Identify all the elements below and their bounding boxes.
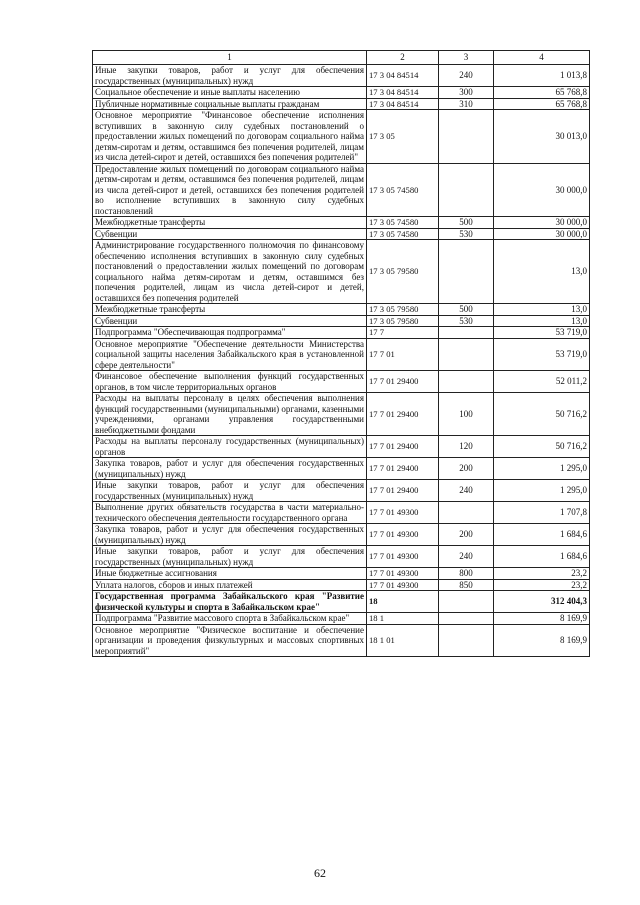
- row-name-cell: Расходы на выплаты персоналу государственных (муниципальных) органов: [93, 436, 367, 458]
- table-row: [93, 304, 590, 316]
- row-expense-type-cell: 240: [439, 480, 494, 502]
- table-row: [93, 98, 590, 110]
- row-amount-cell: 1 295,0: [494, 458, 590, 480]
- row-name-cell: Закупка товаров, работ и услуг для обеспечения государственных (муниципальных) нужд: [93, 524, 367, 546]
- row-expense-type-cell: [439, 163, 494, 217]
- row-name-cell: Предоставление жилых помещений по договорам социального найма детям-сиротам и детям, оставшимся без попечения родителей, лицам из числа детей-сирот и детей, оставшихся без попечения родителей во исполнение вступивших в законную силу судебных постановлений: [93, 163, 367, 217]
- table-row: [93, 371, 590, 393]
- row-amount-cell: 312 404,3: [494, 591, 590, 613]
- row-expense-type-cell: [439, 502, 494, 524]
- table-row: [93, 65, 590, 87]
- table-row: [93, 546, 590, 568]
- table-row: [93, 240, 590, 304]
- row-amount-cell: 30 000,0: [494, 163, 590, 217]
- row-code-cell: 17 3 05 79580: [367, 304, 439, 316]
- table-row: [93, 338, 590, 371]
- row-name-cell: Выполнение других обязательств государства в части материально-технического обеспечения деятельности государственного органа: [93, 502, 367, 524]
- row-expense-type-cell: 310: [439, 98, 494, 110]
- row-expense-type-cell: [439, 371, 494, 393]
- row-amount-cell: 8 169,9: [494, 613, 590, 625]
- row-name-cell: Основное мероприятие "Финансовое обеспечение исполнения вступивших в законную силу судебных постановлений о предоставлении жилых помещений по договорам социального найма детям-сиротам и детям, оставшимся без попечения родителей, лицам из числа детей-сирот и детей, оставшихся без попечения родителей": [93, 110, 367, 164]
- row-name-cell: Иные закупки товаров, работ и услуг для обеспечения государственных (муниципальных) нужд: [93, 65, 367, 87]
- row-code-cell: 18: [367, 591, 439, 613]
- row-expense-type-cell: 500: [439, 304, 494, 316]
- row-name-cell: Основное мероприятие "Физическое воспитание и обеспечение организации и проведения физкультурных и массовых спортивных мероприятий": [93, 624, 367, 657]
- table-row: [93, 436, 590, 458]
- row-amount-cell: 13,0: [494, 315, 590, 327]
- row-name-cell: Основное мероприятие "Обеспечение деятельности Министерства социальной защиты населения Забайкальского края в установленной сфере деятельности": [93, 338, 367, 371]
- row-code-cell: 17 7 01 29400: [367, 436, 439, 458]
- row-expense-type-cell: 300: [439, 87, 494, 99]
- table-row: [93, 217, 590, 229]
- table-row: [93, 393, 590, 436]
- row-code-cell: 17 7 01 29400: [367, 480, 439, 502]
- row-amount-cell: 1 295,0: [494, 480, 590, 502]
- table-row: [93, 624, 590, 657]
- row-code-cell: 17 7 01 49300: [367, 524, 439, 546]
- row-name-cell: Уплата налогов, сборов и иных платежей: [93, 579, 367, 591]
- header-col-4: 4: [494, 51, 590, 65]
- row-amount-cell: 65 768,8: [494, 87, 590, 99]
- row-expense-type-cell: 120: [439, 436, 494, 458]
- row-code-cell: 17 7 01 49300: [367, 579, 439, 591]
- row-amount-cell: 53 719,0: [494, 338, 590, 371]
- row-code-cell: 17 3 05: [367, 110, 439, 164]
- row-code-cell: 17 7: [367, 327, 439, 339]
- row-amount-cell: 53 719,0: [494, 327, 590, 339]
- table-row: [93, 228, 590, 240]
- row-code-cell: 17 3 05 74580: [367, 163, 439, 217]
- header-col-3: 3: [439, 51, 494, 65]
- row-expense-type-cell: [439, 613, 494, 625]
- row-name-cell: Межбюджетные трансферты: [93, 217, 367, 229]
- row-amount-cell: 50 716,2: [494, 436, 590, 458]
- row-code-cell: 17 3 04 84514: [367, 98, 439, 110]
- row-expense-type-cell: 100: [439, 393, 494, 436]
- page-number: 62: [314, 866, 326, 880]
- row-amount-cell: 1 013,8: [494, 65, 590, 87]
- row-code-cell: 17 3 05 79580: [367, 240, 439, 304]
- row-amount-cell: 23,2: [494, 568, 590, 580]
- row-code-cell: 17 3 04 84514: [367, 65, 439, 87]
- row-name-cell: Подпрограмма "Развитие массового спорта в Забайкальском крае": [93, 613, 367, 625]
- row-name-cell: Субвенции: [93, 315, 367, 327]
- table-row: [93, 579, 590, 591]
- row-code-cell: 17 7 01 29400: [367, 371, 439, 393]
- row-amount-cell: 65 768,8: [494, 98, 590, 110]
- row-code-cell: 17 7 01 49300: [367, 502, 439, 524]
- table-row: [93, 613, 590, 625]
- header-col-1: 1: [93, 51, 367, 65]
- table-row: [93, 163, 590, 217]
- row-amount-cell: 30 013,0: [494, 110, 590, 164]
- row-amount-cell: 13,0: [494, 240, 590, 304]
- row-expense-type-cell: 200: [439, 458, 494, 480]
- row-expense-type-cell: [439, 624, 494, 657]
- budget-table: [92, 50, 590, 657]
- row-expense-type-cell: 530: [439, 315, 494, 327]
- row-expense-type-cell: 200: [439, 524, 494, 546]
- row-expense-type-cell: [439, 240, 494, 304]
- row-code-cell: 17 3 05 74580: [367, 228, 439, 240]
- row-amount-cell: 50 716,2: [494, 393, 590, 436]
- row-name-cell: Расходы на выплаты персоналу в целях обеспечения выполнения функций государственными (муниципальными) органами, казенными учреждениями, органами управления государственными внебюджетными фондами: [93, 393, 367, 436]
- row-name-cell: Иные закупки товаров, работ и услуг для обеспечения государственных (муниципальных) нужд: [93, 546, 367, 568]
- table-header-row: [93, 51, 590, 65]
- row-expense-type-cell: [439, 327, 494, 339]
- row-expense-type-cell: [439, 591, 494, 613]
- row-code-cell: 17 7 01 29400: [367, 458, 439, 480]
- table-row: [93, 502, 590, 524]
- row-name-cell: Подпрограмма "Обеспечивающая подпрограмма": [93, 327, 367, 339]
- table-row: [93, 458, 590, 480]
- row-amount-cell: 52 011,2: [494, 371, 590, 393]
- row-amount-cell: 23,2: [494, 579, 590, 591]
- row-expense-type-cell: 530: [439, 228, 494, 240]
- row-name-cell: Публичные нормативные социальные выплаты гражданам: [93, 98, 367, 110]
- table-row: [93, 87, 590, 99]
- table-row: [93, 315, 590, 327]
- row-amount-cell: 30 000,0: [494, 228, 590, 240]
- row-code-cell: 17 3 05 74580: [367, 217, 439, 229]
- row-expense-type-cell: [439, 338, 494, 371]
- row-name-cell: Социальное обеспечение и иные выплаты населению: [93, 87, 367, 99]
- row-code-cell: 18 1: [367, 613, 439, 625]
- row-expense-type-cell: 500: [439, 217, 494, 229]
- row-name-cell: Иные бюджетные ассигнования: [93, 568, 367, 580]
- row-amount-cell: 1 684,6: [494, 524, 590, 546]
- table-row: [93, 591, 590, 613]
- row-expense-type-cell: 850: [439, 579, 494, 591]
- row-code-cell: 17 7 01 29400: [367, 393, 439, 436]
- row-code-cell: 17 7 01 49300: [367, 546, 439, 568]
- row-code-cell: 17 7 01: [367, 338, 439, 371]
- table-row: [93, 568, 590, 580]
- row-expense-type-cell: [439, 110, 494, 164]
- row-name-cell: Государственная программа Забайкальского края "Развитие физической культуры и спорта в Забайкальском крае": [93, 591, 367, 613]
- row-name-cell: Финансовое обеспечение выполнения функций государственных органов, в том числе территориальных органов: [93, 371, 367, 393]
- table-row: [93, 480, 590, 502]
- row-code-cell: 17 3 05 79580: [367, 315, 439, 327]
- row-name-cell: Администрирование государственного полномочия по финансовому обеспечению исполнения вступивших в законную силу судебных постановлений о предоставлении жилых помещений по договорам социального найма детям-сиротам и детям, оставшимся без попечения родителей, лицам из числа детей-сирот и детей, оставшихся без попечения родителей: [93, 240, 367, 304]
- row-name-cell: Субвенции: [93, 228, 367, 240]
- row-expense-type-cell: 240: [439, 65, 494, 87]
- table-row: [93, 110, 590, 164]
- header-col-2: 2: [367, 51, 439, 65]
- table-body: [93, 65, 590, 657]
- row-expense-type-cell: 240: [439, 546, 494, 568]
- row-name-cell: Межбюджетные трансферты: [93, 304, 367, 316]
- row-amount-cell: 1 707,8: [494, 502, 590, 524]
- row-name-cell: Иные закупки товаров, работ и услуг для обеспечения государственных (муниципальных) нужд: [93, 480, 367, 502]
- row-code-cell: 17 3 04 84514: [367, 87, 439, 99]
- table-row: [93, 327, 590, 339]
- row-amount-cell: 1 684,6: [494, 546, 590, 568]
- table-row: [93, 524, 590, 546]
- row-name-cell: Закупка товаров, работ и услуг для обеспечения государственных (муниципальных) нужд: [93, 458, 367, 480]
- row-code-cell: 17 7 01 49300: [367, 568, 439, 580]
- row-expense-type-cell: 800: [439, 568, 494, 580]
- row-amount-cell: 8 169,9: [494, 624, 590, 657]
- row-code-cell: 18 1 01: [367, 624, 439, 657]
- row-amount-cell: 30 000,0: [494, 217, 590, 229]
- row-amount-cell: 13,0: [494, 304, 590, 316]
